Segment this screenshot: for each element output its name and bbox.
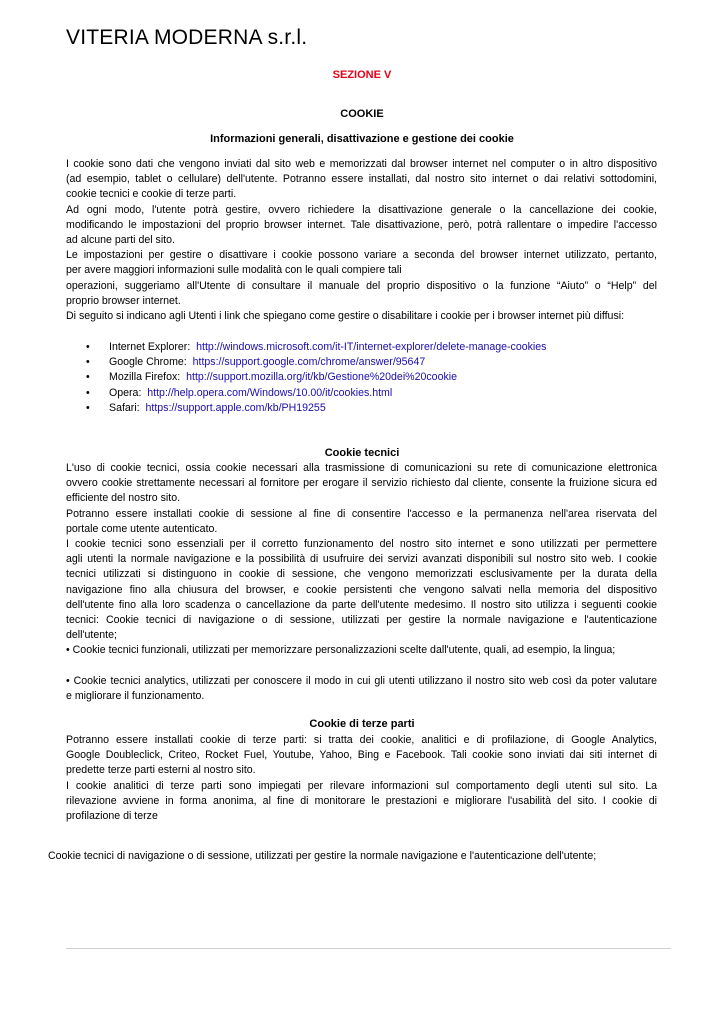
intro-line: Le impostazioni per gestire o disattivare i cookie possono variare a seconda del browser internet utilizzato, pertanto, bbox=[66, 249, 657, 262]
browser-link-list bbox=[86, 340, 546, 416]
footer-note: Cookie tecnici di navigazione o di sessione, utilizzati per gestire la normale navigazione e l'autenticazione dell'utente; bbox=[48, 850, 597, 862]
list-item bbox=[86, 370, 546, 385]
text-line: I cookie tecnici sono essenziali per il corretto funzionamento del nostro sito internet e sono utilizzati per permettere bbox=[66, 538, 657, 551]
text-line: Potranno essere installati cookie di terze parti: si tratta dei cookie, analitici e di profilazione, di Google Analytics, bbox=[66, 734, 657, 746]
list-item bbox=[86, 401, 546, 416]
text-line: navigazione fino alla chiusura del browser, e cookie persistenti che vengono salvati nella memoria del dispositivo bbox=[66, 583, 657, 596]
intro-line: Di seguito si indicano agli Utenti i link che spiegano come gestire o disabilitare i cookie per i browser internet più diffusi: bbox=[66, 310, 625, 323]
intro-line: cookie tecnici e cookie di terze parti. bbox=[66, 188, 237, 201]
browser-name: Mozilla Firefox: bbox=[109, 371, 181, 384]
intro-line: ad alcune parti del sito. bbox=[66, 234, 175, 247]
intro-line: modificando le impostazioni del proprio browser internet. Tale disattivazione, però, potrà rallentare o impedire l'accesso bbox=[66, 218, 657, 231]
intro-line: proprio browser internet. bbox=[66, 294, 181, 307]
browser-name: Internet Explorer: bbox=[109, 341, 191, 353]
text-line: rilevazione avviene in forma anonima, al fine di monitorare le prestazioni e migliorare l'usabilità del sito. I cookie di bbox=[66, 794, 657, 807]
intro-line: per avere maggiori informazioni sulle modalità con le quali compiere tali bbox=[66, 264, 402, 277]
browser-cookie-link[interactable]: http://help.opera.com/Windows/10.00/it/cookies.html bbox=[147, 386, 393, 399]
text-line: Potranno essere installati cookie di sessione al fine di consentire l'accesso e la permanenza nell'area riservata del bbox=[66, 507, 657, 520]
text-line: predette terze parti esterni al nostro sito. bbox=[66, 764, 256, 777]
intro-paragraph bbox=[66, 157, 657, 324]
text-line: I cookie analitici di terze parti sono impiegati per rilevare informazioni sul comportamento degli utenti sul sito. La bbox=[66, 779, 657, 792]
company-name: VITERIA MODERNA s.r.l. bbox=[66, 26, 308, 49]
section-heading-cookie-tecnici: Cookie tecnici bbox=[324, 447, 400, 459]
text-line: efficiente del nostro sito. bbox=[66, 492, 181, 505]
browser-cookie-link[interactable]: http://support.mozilla.org/it/kb/Gestione%20dei%20cookie bbox=[186, 371, 458, 384]
browser-name: Safari: bbox=[109, 401, 140, 414]
intro-line: (ad esempio, tablet o cellulare) dell'utente. Potranno essere installati, dal nostro sito internet o dai relativi sottodomini, bbox=[66, 173, 657, 186]
list-item bbox=[86, 340, 546, 355]
browser-cookie-link[interactable]: http://windows.microsoft.com/it-IT/internet-explorer/delete-manage-cookies bbox=[196, 341, 547, 353]
text-line: • Cookie tecnici funzionali, utilizzati per memorizzare personalizzazioni scelte dall'utente, quali, ad esempio, la lingua; bbox=[66, 644, 616, 657]
browser-cookie-link[interactable]: https://support.google.com/chrome/answer/95647 bbox=[192, 356, 426, 369]
text-line: agli utenti la normale navigazione e la possibilità di usufruire dei servizi avanzati disponibili sul nostro sito web. I cookie bbox=[66, 553, 657, 566]
text-line: tecnici: Cookie tecnici di navigazione o di sessione, utilizzati per gestire la normale navigazione e l'autenticazione bbox=[66, 614, 657, 627]
text-line: profilazione di terze bbox=[66, 810, 158, 823]
browser-cookie-link[interactable]: https://support.apple.com/kb/PH19255 bbox=[145, 401, 326, 414]
blank-line bbox=[66, 659, 657, 674]
browser-name: Google Chrome: bbox=[109, 356, 187, 369]
footer-divider bbox=[66, 948, 671, 949]
intro-line: I cookie sono dati che vengono inviati dal sito web e memorizzati dal browser internet nel computer o in altro dispositivo bbox=[66, 158, 657, 170]
intro-line: Ad ogni modo, l'utente potrà gestire, ovvero richiedere la disattivazione generale o la cancellazione dei cookie, bbox=[66, 203, 657, 216]
text-line: Google Doubleclick, Criteo, Rocket Fuel, Youtube, Yahoo, Bing e Facebook. Tali cookie sono inviati dai siti internet di bbox=[66, 749, 657, 762]
text-line: L'uso di cookie tecnici, ossia cookie necessari alla trasmissione di comunicazioni su rete di comunicazione elettronica bbox=[66, 462, 657, 474]
list-item bbox=[86, 386, 546, 401]
info-subtitle: Informazioni generali, disattivazione e gestione dei cookie bbox=[210, 133, 514, 145]
section-label: SEZIONE V bbox=[332, 69, 392, 81]
text-line: e migliorare il funzionamento. bbox=[66, 690, 205, 703]
text-line: tecnici utilizzati si distinguono in cookie di sessione, che vengono memorizzati esclusivamente per la durata della bbox=[66, 568, 657, 581]
text-line: ovvero cookie strettamente necessari al fornitore per erogare il servizio richiesto dal cliente, consente la fruizione sicura ed bbox=[66, 477, 657, 490]
browser-name: Opera: bbox=[109, 386, 142, 399]
page-title: COOKIE bbox=[340, 108, 384, 120]
text-line: portale come utente autenticato. bbox=[66, 522, 218, 535]
list-item bbox=[86, 355, 546, 370]
cookie-terze-parti-paragraph bbox=[66, 733, 657, 824]
text-line: • Cookie tecnici analytics, utilizzati per conoscere il modo in cui gli utenti utilizzano il nostro sito web così da poter valutare bbox=[66, 674, 657, 687]
text-line: dell'utente; bbox=[66, 629, 117, 642]
section-heading-cookie-terze-parti: Cookie di terze parti bbox=[309, 718, 415, 730]
intro-line: operazioni, suggeriamo all'Utente di consultare il manuale del proprio dispositivo o la funzione “Aiuto” o “Help” del bbox=[66, 279, 657, 292]
cookie-tecnici-paragraph bbox=[66, 461, 657, 704]
text-line: dell'utente fino alla loro scadenza o cancellazione da parte dell'utente medesimo. Il nostro sito utilizza i seguenti cookie bbox=[66, 598, 657, 611]
